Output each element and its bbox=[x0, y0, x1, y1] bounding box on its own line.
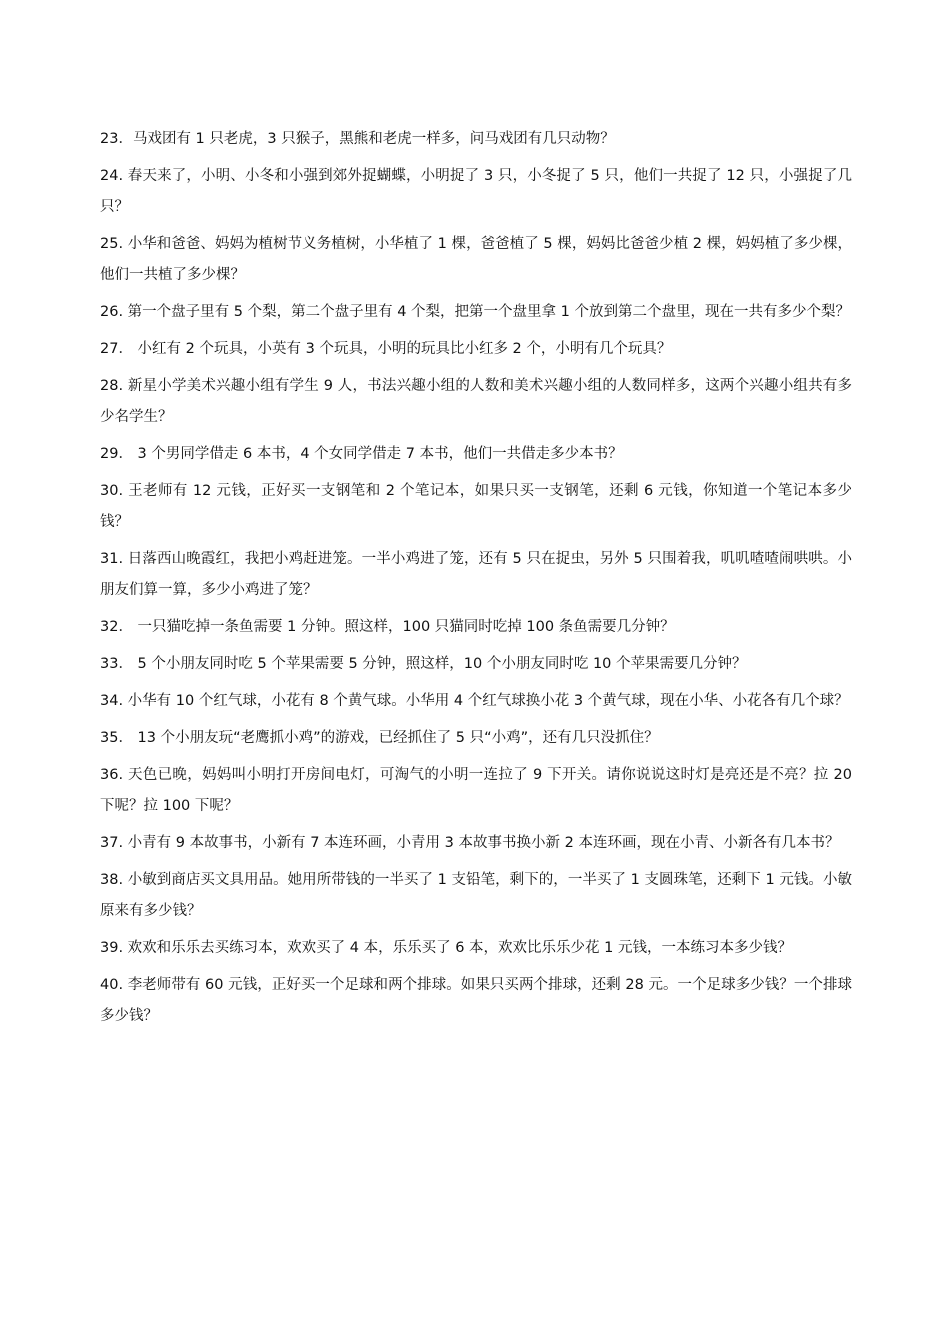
question-38: 38. 小敏到商店买文具用品。她用所带钱的一半买了 1 支铅笔，剩下的，一半买了 1 支圆珠笔，还剩下 1 元钱。小敏原来有多少钱？ bbox=[100, 872, 852, 919]
question-26: 26. 第一个盘子里有 5 个梨，第二个盘子里有 4 个梨，把第一个盘里拿 1 个放到第二个盘里，现在一共有多少个梨？ bbox=[100, 304, 850, 320]
question-27: 27． 小红有 2 个玩具，小英有 3 个玩具，小明的玩具比小红多 2 个，小明有几个玩具？ bbox=[100, 341, 672, 357]
question-24: 24. 春天来了，小明、小冬和小强到郊外捉蝴蝶，小明捉了 3 只，小冬捉了 5 只，他们一共捉了 12 只，小强捉了几只？ bbox=[100, 168, 852, 215]
question-list bbox=[100, 124, 852, 1038]
question-37: 37. 小青有 9 本故事书，小新有 7 本连环画，小青用 3 本故事书换小新 2 本连环画，现在小青、小新各有几本书？ bbox=[100, 835, 840, 851]
question-30: 30. 王老师有 12 元钱，正好买一支钢笔和 2 个笔记本，如果只买一支钢笔，还剩 6 元钱，你知道一个笔记本多少钱？ bbox=[100, 483, 852, 530]
question-28: 28. 新星小学美术兴趣小组有学生 9 人，书法兴趣小组的人数和美术兴趣小组的人数同样多，这两个兴趣小组共有多少名学生？ bbox=[100, 378, 852, 425]
question-25: 25. 小华和爸爸、妈妈为植树节义务植树，小华植了 1 棵，爸爸植了 5 棵，妈妈比爸爸少植 2 棵，妈妈植了多少棵，他们一共植了多少棵？ bbox=[100, 236, 852, 283]
question-33: 33． 5 个小朋友同时吃 5 个苹果需要 5 分钟，照这样，10 个小朋友同时吃 10 个苹果需要几分钟？ bbox=[100, 656, 747, 672]
question-32: 32． 一只猫吃掉一条鱼需要 1 分钟。照这样，100 只猫同时吃掉 100 条鱼需要几分钟？ bbox=[100, 619, 675, 635]
question-35: 35． 13 个小朋友玩“老鹰抓小鸡”的游戏，已经抓住了 5 只“小鸡”，还有几只没抓住？ bbox=[100, 730, 659, 746]
question-40: 40. 李老师带有 60 元钱，正好买一个足球和两个排球。如果只买两个排球，还剩 28 元。一个足球多少钱？一个排球多少钱？ bbox=[100, 977, 852, 1024]
question-36: 36. 天色已晚，妈妈叫小明打开房间电灯，可淘气的小明一连拉了 9 下开关。请你说说这时灯是亮还是不亮？拉 20 下呢？拉 100 下呢？ bbox=[100, 767, 852, 814]
question-29: 29． 3 个男同学借走 6 本书，4 个女同学借走 7 本书，他们一共借走多少本书？ bbox=[100, 446, 623, 462]
question-34: 34. 小华有 10 个红气球，小花有 8 个黄气球。小华用 4 个红气球换小花 3 个黄气球，现在小华、小花各有几个球？ bbox=[100, 693, 849, 709]
question-23: 23．马戏团有 1 只老虎，3 只猴子，黑熊和老虎一样多，问马戏团有几只动物？ bbox=[100, 131, 615, 147]
question-31: 31. 日落西山晚霞红，我把小鸡赶进笼。一半小鸡进了笼，还有 5 只在捉虫，另外 5 只围着我，叽叽喳喳闹哄哄。小朋友们算一算，多少小鸡进了笼？ bbox=[100, 551, 852, 598]
question-39: 39. 欢欢和乐乐去买练习本，欢欢买了 4 本，乐乐买了 6 本，欢欢比乐乐少花 1 元钱，一本练习本多少钱？ bbox=[100, 940, 792, 956]
